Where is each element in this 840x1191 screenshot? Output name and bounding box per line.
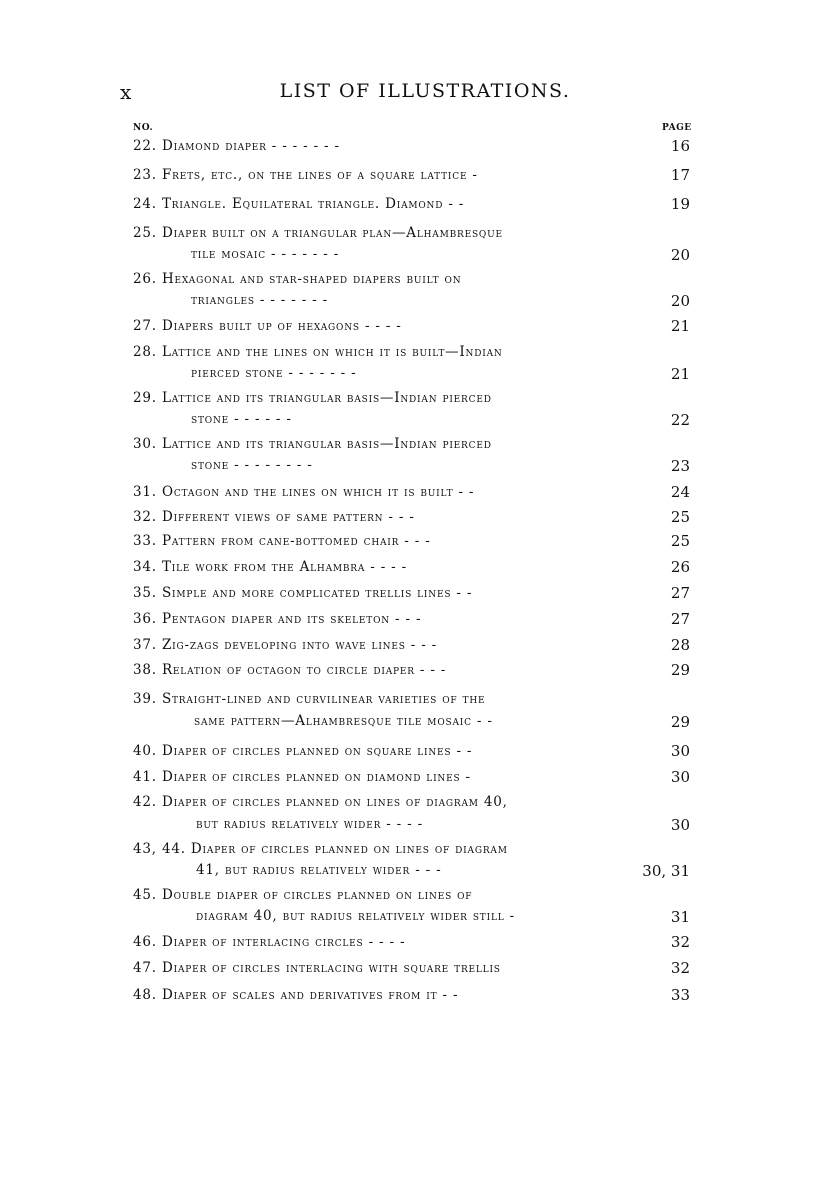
entry-page: 29	[670, 713, 690, 731]
entry-text: 25. Diaper built on a triangular plan—Alhambresque	[133, 225, 503, 241]
entry-text: 42. Diaper of circles planned on lines of diagram 40,	[133, 794, 508, 810]
list-item	[0, 690, 840, 750]
entry-text: 39. Straight-lined and curvilinear varieties of the	[133, 691, 486, 707]
entry-page: 21	[670, 317, 690, 335]
entry-text: 22. Diamond diaper - - - - - - -	[133, 138, 340, 154]
entry-text-continued: 41, but radius relatively wider - - -	[196, 862, 442, 878]
entry-text: 29. Lattice and its triangular basis—Indian pierced	[133, 390, 492, 406]
entry-text: 43, 44. Diaper of circles planned on lines of diagram	[133, 841, 508, 857]
entry-page: 17	[670, 166, 690, 184]
entry-page: 28	[670, 636, 690, 654]
entry-page: 21	[670, 365, 690, 383]
page-number: x	[120, 80, 133, 104]
entry-text-continued: pierced stone - - - - - - -	[191, 365, 357, 381]
page-title: LIST OF ILLUSTRATIONS.	[279, 80, 571, 102]
entry-page: 20	[670, 246, 690, 264]
list-item	[0, 986, 840, 1046]
entry-text: 40. Diaper of circles planned on square lines - -	[133, 743, 473, 759]
entry-text: 46. Diaper of interlacing circles - - - -	[133, 934, 406, 950]
column-header-no: NO.	[133, 123, 154, 133]
entry-text: 33. Pattern from cane-bottomed chair - - -	[133, 533, 431, 549]
entry-text: 36. Pentagon diaper and its skeleton - - -	[133, 611, 422, 627]
entry-text-continued: tile mosaic - - - - - - -	[191, 246, 340, 262]
entry-text: 37. Zig-zags developing into wave lines - - -	[133, 637, 438, 653]
entry-page: 32	[670, 959, 690, 977]
entry-page: 19	[670, 195, 690, 213]
entry-page: 25	[670, 508, 690, 526]
entry-page: 22	[670, 411, 690, 429]
column-header-page: PAGE	[662, 123, 692, 133]
entry-text: 24. Triangle. Equilateral triangle. Diamond - -	[133, 196, 465, 212]
entry-text: 26. Hexagonal and star-shaped diapers built on	[133, 271, 462, 287]
entry-page: 16	[670, 137, 690, 155]
entry-page: 24	[670, 483, 690, 501]
entry-text: 35. Simple and more complicated trellis lines - -	[133, 585, 473, 601]
entry-page: 29	[670, 661, 690, 679]
entry-page: 32	[670, 933, 690, 951]
entry-page: 30	[670, 816, 690, 834]
entry-text: 32. Different views of same pattern - - -	[133, 509, 415, 525]
entry-page: 26	[670, 558, 690, 576]
entry-page: 23	[670, 457, 690, 475]
entry-page: 33	[670, 986, 690, 1004]
entry-text: 48. Diaper of scales and derivatives from it - -	[133, 987, 459, 1003]
entry-text: 45. Double diaper of circles planned on lines of	[133, 887, 473, 903]
entry-text-continued: stone - - - - - - - -	[191, 457, 313, 473]
entry-text: 34. Tile work from the Alhambra - - - -	[133, 559, 407, 575]
entry-page: 30	[670, 742, 690, 760]
entry-text-continued: stone - - - - - -	[191, 411, 292, 427]
entry-text: 38. Relation of octagon to circle diaper - - -	[133, 662, 447, 678]
entry-page: 30	[670, 768, 690, 786]
entry-page: 27	[670, 610, 690, 628]
entry-page: 31	[670, 908, 690, 926]
entry-text-continued: triangles - - - - - - -	[191, 292, 328, 308]
entry-text: 41. Diaper of circles planned on diamond lines -	[133, 769, 471, 785]
entry-text: 27. Diapers built up of hexagons - - - -	[133, 318, 402, 334]
entry-text: 30. Lattice and its triangular basis—Indian pierced	[133, 436, 492, 452]
entry-page: 20	[670, 292, 690, 310]
entry-text: 31. Octagon and the lines on which it is built - -	[133, 484, 475, 500]
entry-page: 30, 31	[642, 862, 690, 880]
entry-text: 23. Frets, etc., on the lines of a square lattice -	[133, 167, 478, 183]
entry-text-continued: diagram 40, but radius relatively wider still -	[196, 908, 515, 924]
entry-text: 47. Diaper of circles interlacing with square trellis	[133, 960, 501, 976]
entry-text-continued: but radius relatively wider - - - -	[196, 816, 423, 832]
entry-text-continued: same pattern—Alhambresque tile mosaic - -	[194, 713, 493, 729]
entry-page: 25	[670, 532, 690, 550]
entry-page: 27	[670, 584, 690, 602]
entry-text: 28. Lattice and the lines on which it is built—Indian	[133, 344, 503, 360]
